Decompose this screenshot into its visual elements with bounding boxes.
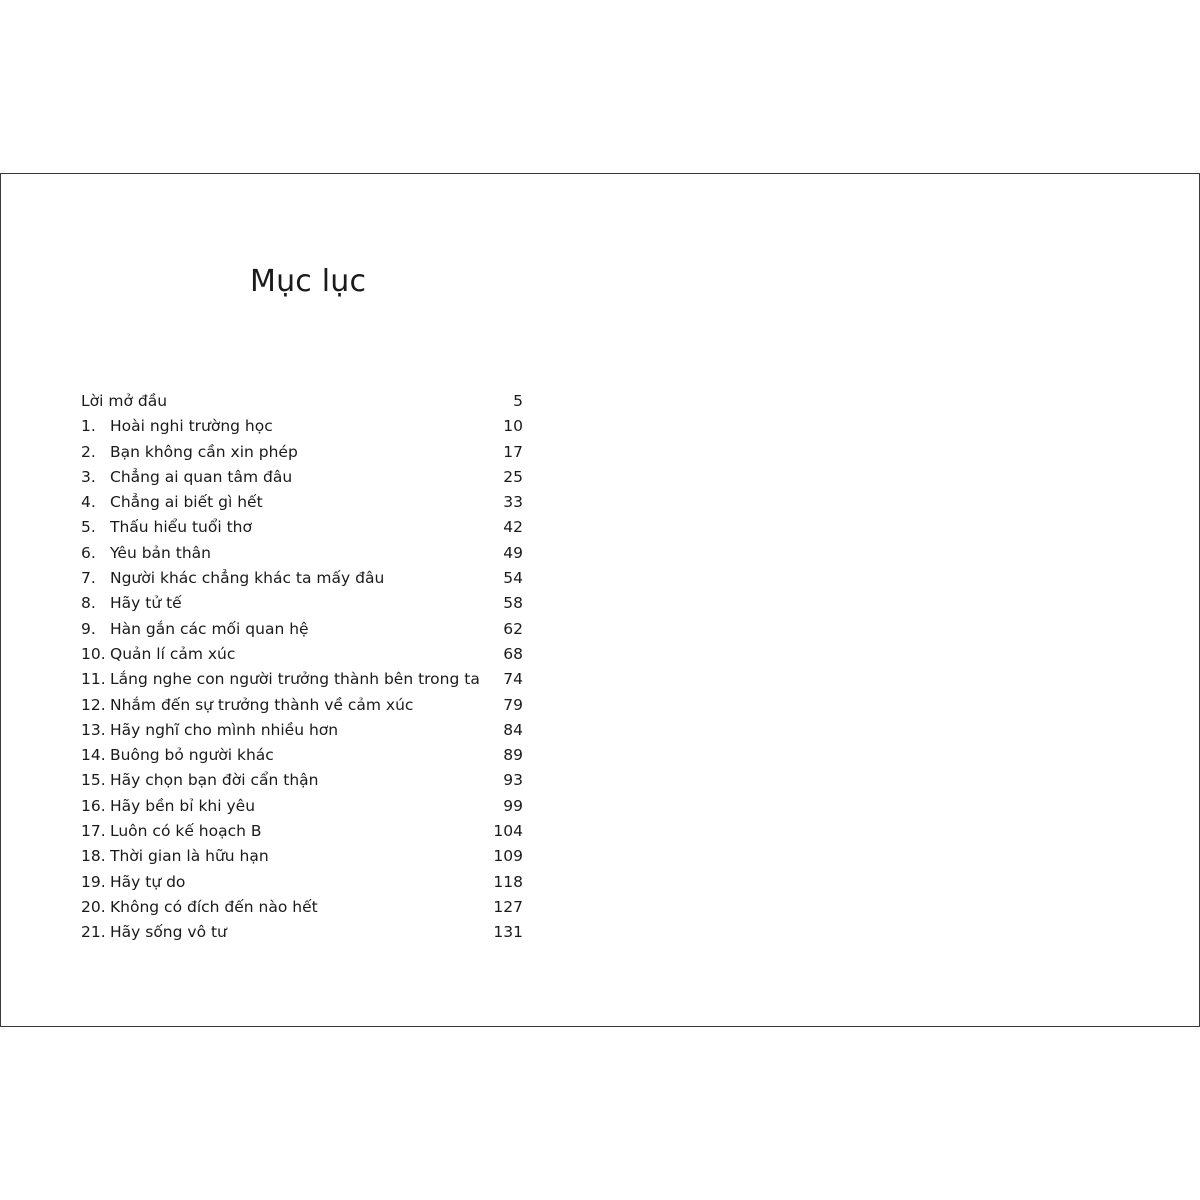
- toc-entry-title: Nhắm đến sự trưởng thành về cảm xúc: [110, 695, 414, 714]
- toc-entry-6: [81, 541, 523, 566]
- toc-entry-page: 89: [503, 746, 523, 765]
- toc-entry-page: 79: [503, 695, 523, 714]
- toc-entry-page: 109: [493, 847, 523, 866]
- toc-entry-title: Thấu hiểu tuổi thơ: [110, 518, 252, 537]
- toc-entry-page: 25: [503, 467, 523, 486]
- toc-entry-page: 104: [493, 822, 523, 841]
- toc-entry-page: 33: [503, 493, 523, 512]
- toc-entry-2: [81, 440, 523, 465]
- toc-entry-title: Bạn không cần xin phép: [110, 442, 298, 461]
- toc-entry-page: 42: [503, 518, 523, 537]
- toc-entry-page: 127: [493, 897, 523, 916]
- toc-entry-8: [81, 591, 523, 616]
- toc-entry-title: Yêu bản thân: [110, 543, 212, 562]
- toc-entry-title: Hãy chọn bạn đời cẩn thận: [110, 771, 319, 790]
- toc-entry-title: Hãy nghĩ cho mình nhiều hơn: [110, 720, 339, 739]
- toc-entry-11: [81, 667, 523, 692]
- toc-entry-page: 5: [513, 392, 523, 410]
- toc-entry-number: 2.: [81, 442, 96, 461]
- toc-entry-number: 20.: [81, 897, 106, 916]
- toc-entry-page: 49: [503, 543, 523, 562]
- toc-entry-title: Thời gian là hữu hạn: [110, 847, 269, 866]
- toc-entry-page: 99: [503, 796, 523, 815]
- toc-entry-9: [81, 617, 523, 642]
- toc-entry-number: 9.: [81, 619, 96, 638]
- toc-entry-17: [81, 819, 523, 844]
- toc-entry-number: 21.: [81, 923, 106, 942]
- toc-entry-number: 5.: [81, 518, 96, 537]
- toc-entry-number: 14.: [81, 746, 106, 765]
- toc-entry-page: 74: [503, 670, 523, 689]
- toc-entry-page: 58: [503, 594, 523, 613]
- toc-entry-title: Buông bỏ người khác: [110, 746, 274, 765]
- toc-entry-title: Hãy tự do: [110, 872, 186, 891]
- toc-entry-page: 54: [503, 569, 523, 588]
- toc-entry-page: 10: [503, 417, 523, 436]
- toc-entry-13: [81, 718, 523, 743]
- toc-entry-number: 12.: [81, 695, 106, 714]
- toc-entry-page: 17: [503, 442, 523, 461]
- toc-entry-number: 18.: [81, 847, 106, 866]
- toc-entry-page: 84: [503, 720, 523, 739]
- toc-entry-7: [81, 566, 523, 591]
- toc-entry-title: Hãy bền bỉ khi yêu: [110, 796, 256, 815]
- toc-entry-number: 1.: [81, 417, 96, 436]
- toc-entry-title: Lời mở đầu: [81, 392, 168, 410]
- toc-entry-title: Luôn có kế hoạch B: [110, 822, 262, 841]
- toc-entry-number: 19.: [81, 872, 106, 891]
- toc-entry-page: 62: [503, 619, 523, 638]
- toc-entry-1: [81, 414, 523, 439]
- toc-entry-title: Người khác chẳng khác ta mấy đâu: [110, 569, 385, 588]
- toc-entry-number: 16.: [81, 796, 106, 815]
- toc-entry-number: 13.: [81, 720, 106, 739]
- toc-entry-18: [81, 844, 523, 869]
- toc-entry-number: 3.: [81, 467, 96, 486]
- toc-entry-number: 4.: [81, 493, 96, 512]
- toc-entry-12: [81, 693, 523, 718]
- toc-entry-title: Không có đích đến nào hết: [110, 897, 318, 916]
- toc-entry-16: [81, 794, 523, 819]
- toc-entry-title: Chẳng ai biết gì hết: [110, 493, 263, 512]
- toc-entry-page: 68: [503, 644, 523, 663]
- toc-entry-number: 11.: [81, 670, 106, 689]
- toc-entry-page: 93: [503, 771, 523, 790]
- toc-title: Mục lục: [250, 264, 367, 299]
- toc-entry-page: 131: [493, 923, 523, 942]
- toc-entry-5: [81, 515, 523, 540]
- toc-entry-15: [81, 768, 523, 793]
- toc-entry-20: [81, 895, 523, 920]
- toc-entry-3: [81, 465, 523, 490]
- toc-entry-number: 17.: [81, 822, 106, 841]
- toc-entry-title: Chẳng ai quan tâm đâu: [110, 467, 293, 486]
- toc-entry-title: Hoài nghi trường học: [110, 417, 273, 436]
- toc-entry-14: [81, 743, 523, 768]
- toc-entry-21: [81, 920, 523, 945]
- toc-entry-title: Quản lí cảm xúc: [110, 644, 236, 663]
- toc-entry-intro: [81, 389, 523, 414]
- toc-entry-4: [81, 490, 523, 515]
- toc-entry-title: Hãy tử tế: [110, 594, 182, 613]
- toc-entry-title: Hãy sống vô tư: [110, 923, 227, 942]
- toc-entry-title: Hàn gắn các mối quan hệ: [110, 619, 309, 638]
- toc-entry-title: Lắng nghe con người trưởng thành bên trong ta: [110, 670, 480, 689]
- toc-entry-number: 7.: [81, 569, 96, 588]
- toc-entry-number: 15.: [81, 771, 106, 790]
- toc-entry-page: 118: [493, 872, 523, 891]
- toc-entry-number: 8.: [81, 594, 96, 613]
- toc-entry-10: [81, 642, 523, 667]
- toc-entry-number: 6.: [81, 543, 96, 562]
- toc-entry-number: 10.: [81, 644, 106, 663]
- toc-list: [81, 389, 523, 946]
- toc-entry-19: [81, 870, 523, 895]
